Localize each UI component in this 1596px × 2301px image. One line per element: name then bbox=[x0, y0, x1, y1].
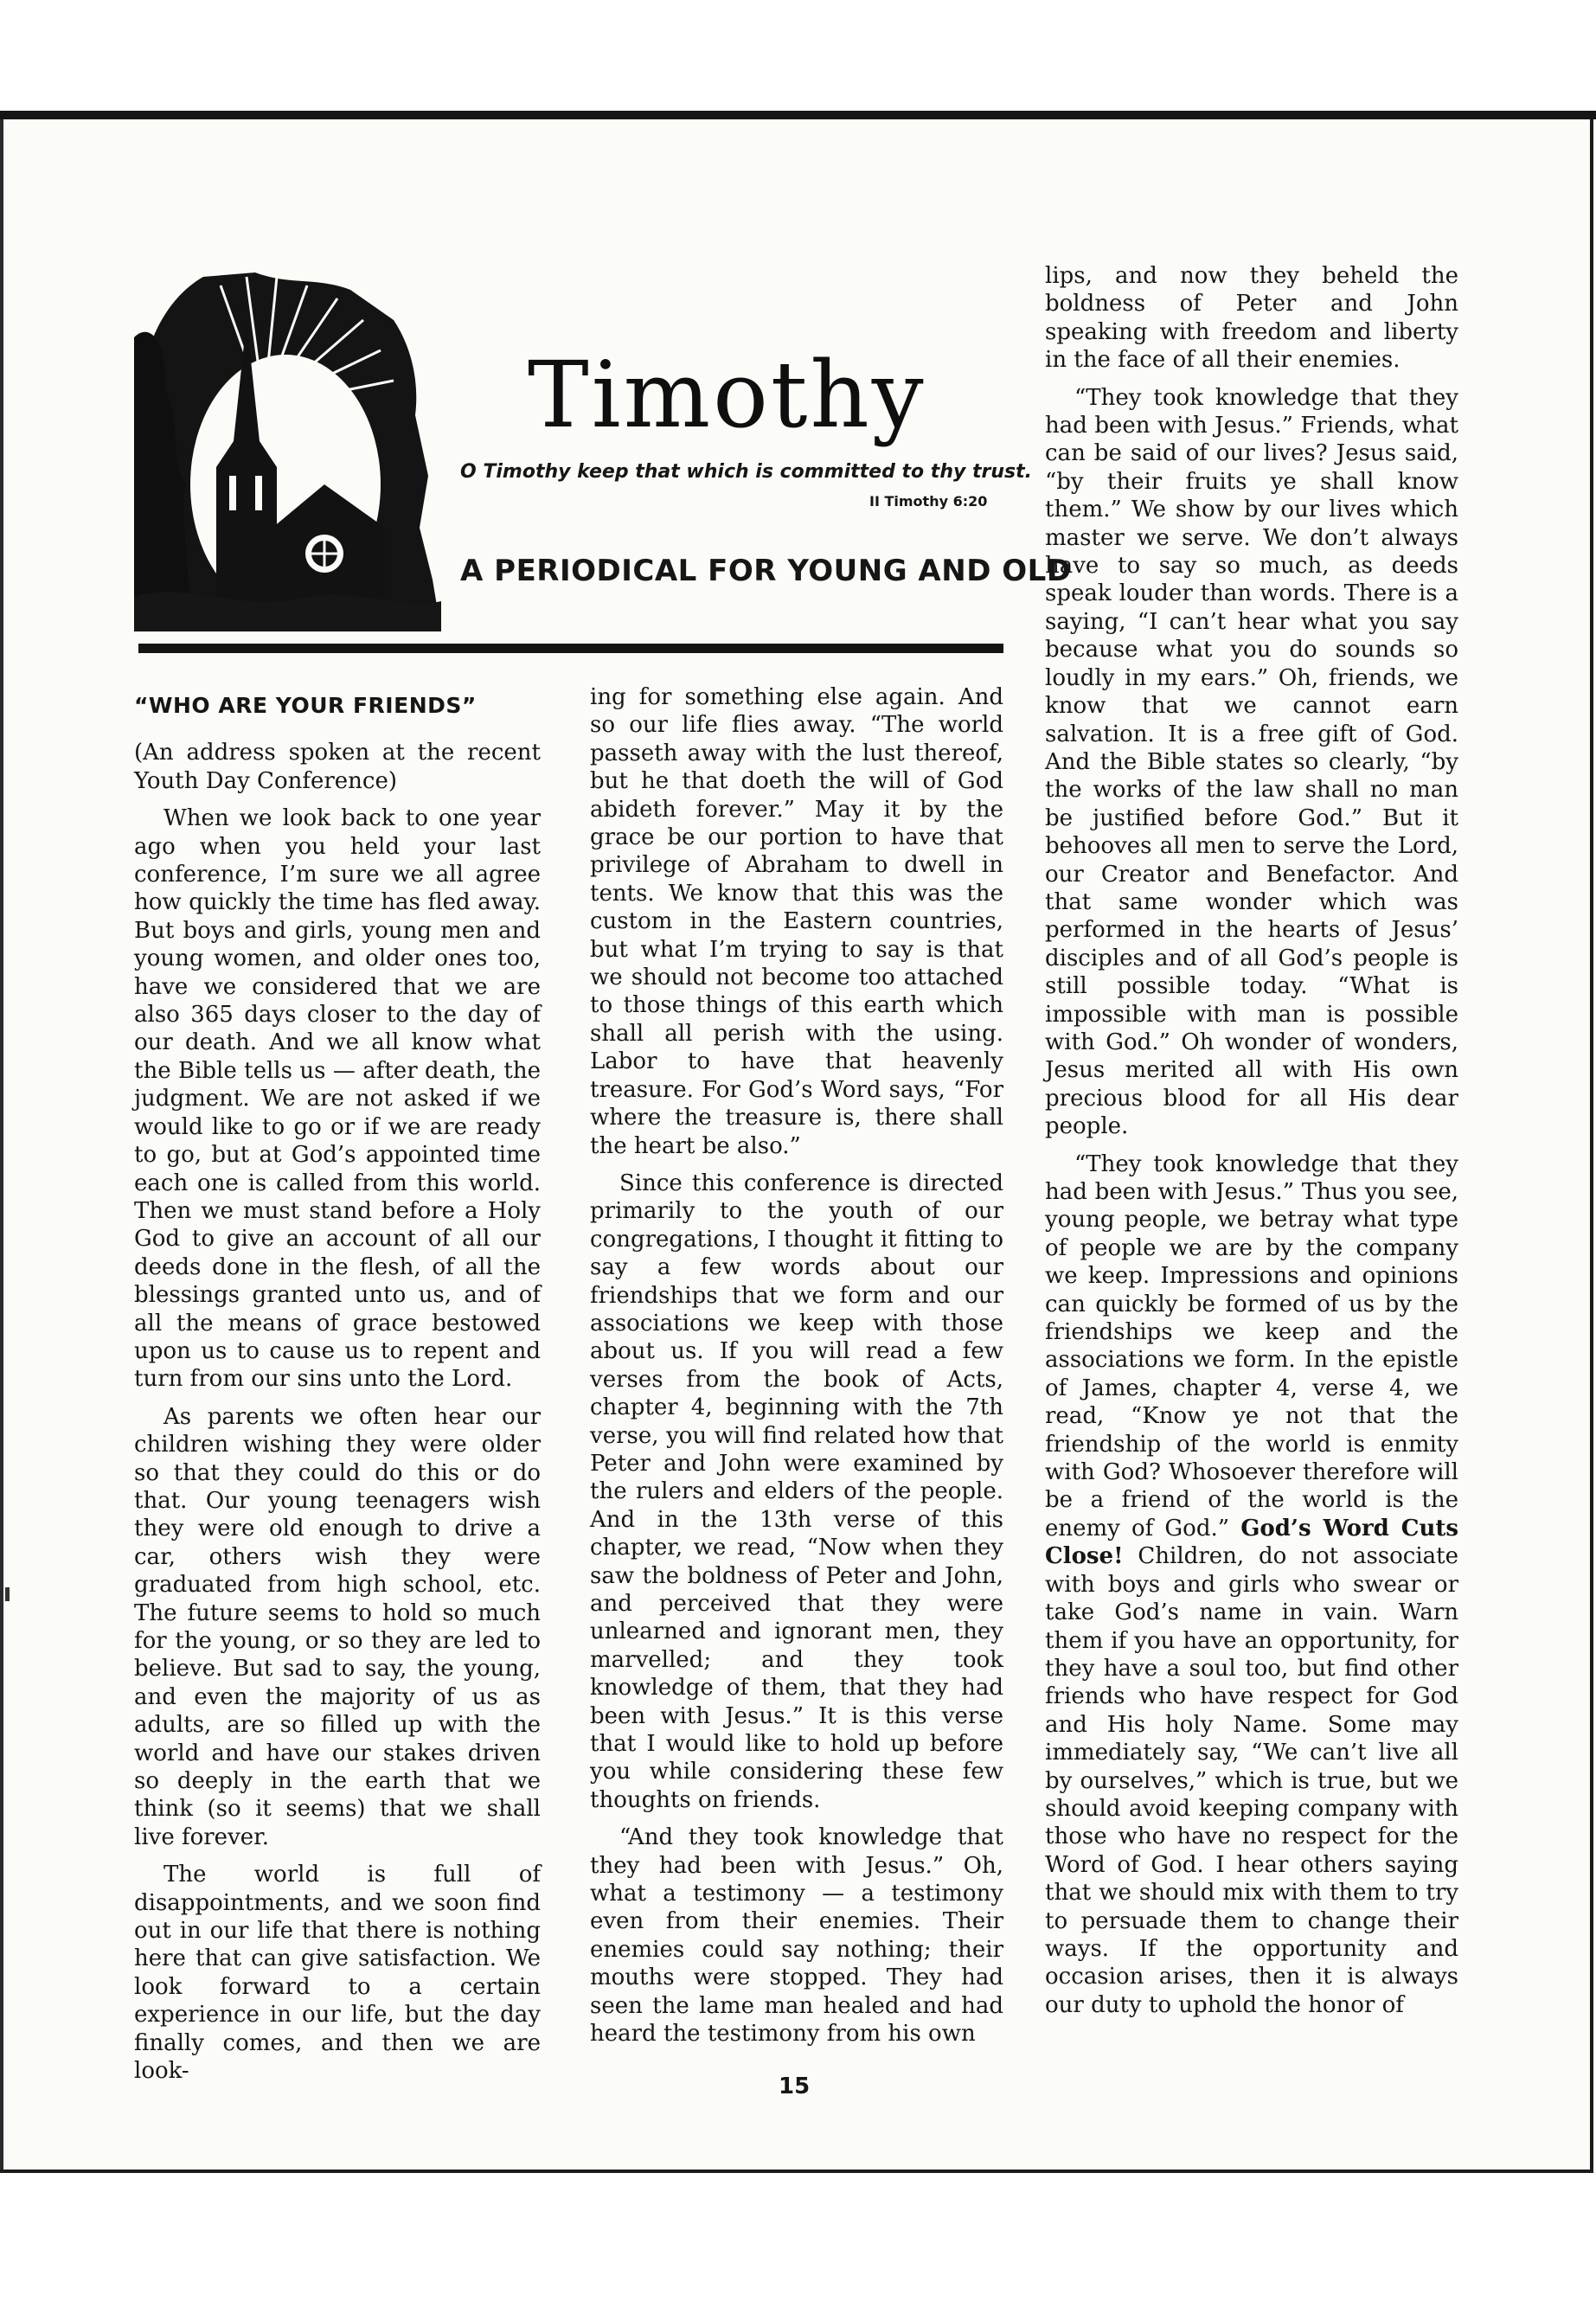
article-note: (An address spoken at the recent Youth Day Conference) bbox=[134, 740, 541, 794]
article-paragraph: As parents we often hear our children wishing they were older so that they could do this or do that. Our young teenagers wish they were old enough to drive a car, others wish they were graduated from high school, etc. The future seems to hold so much for the young, or so they are led to believe. But sad to say, the young, and even the majority of us as adults, are so filled up with the world and have our stakes driven so deeply in the earth that we think (so it seems) that we shall live forever. bbox=[134, 1403, 541, 1850]
article-paragraph: “And they took knowledge that they had been with Jesus.” Oh, what a testimony — a testimony even from their enemies. Their enemies could say nothing; their mouths were stopped. They had seen the lame man healed and had heard the testimony from his own bbox=[590, 1824, 1003, 2048]
article-paragraph: Since this conference is directed primarily to the youth of our congregations, I thought it fitting to say a few words about our friendships that we form and our associations we keep with those about us. If you will read a few verses from the book of Acts, chapter 4, beginning with the 7th verse, you will find related how that Peter and John were examined by the rulers and elders of the people. And in the 13th verse of this chapter, we read, “Now when they saw the boldness of Peter and John, and perceived that they were unlearned and ignorant men, they marvelled; and they took knowledge of them, that they had been with Jesus.” It is this verse that I would like to hold up before you while considering these few thoughts on friends. bbox=[590, 1170, 1003, 1813]
scan-left-edge bbox=[0, 119, 3, 2170]
scan-top-edge bbox=[0, 111, 1596, 119]
emphasis-text: God’s Word Cuts Close! bbox=[1045, 1515, 1458, 1570]
scan-mark bbox=[5, 1587, 10, 1601]
article-paragraph bbox=[1045, 1150, 1458, 2020]
article-text: “They took knowledge that they had been with Jesus.” Thus you see, young people, we betray what type of people we are by the company we keep. Impressions and opinions can quickly be formed of us by the friendships we keep and the associations we form. In the epistle of James, chapter 4, verse 4, we read, “Know ye not that the friendship of the world is enmity with God? Whosoever therefore will be a friend of the world is the enemy of God.” bbox=[1045, 1150, 1458, 1541]
masthead-title: Timothy bbox=[528, 342, 926, 448]
masthead-subtitle: A PERIODICAL FOR YOUNG AND OLD bbox=[460, 554, 1072, 588]
article-paragraph: “They took knowledge that they had been with Jesus.” Friends, what can be said of our lives? Jesus said, “by their fruits ye shall know them.” We show by our lives which master we serve. We don’t always have to say so much, as deeds speak louder than words. There is a saying, “I can’t hear what you say because what you do sounds so loudly in my ears.” Oh, friends, we know that we cannot earn salvation. It is a free gift of God. And the Bible states so clearly, “by the works of the law shall no man be justified before God.” But it behooves all men to serve the Lord, our Creator and Benefactor. And that same wonder which was performed in the hearts of Jesus’ disciples and of all God’s people is still possible today. “What is impossible with man is possible with God.” Oh wonder of wonders, Jesus merited all with His own precious blood for all His dear people. bbox=[1045, 384, 1458, 1140]
masthead-rule bbox=[138, 644, 1003, 653]
article-heading: “WHO ARE YOUR FRIENDS” bbox=[134, 693, 477, 718]
article-column-3 bbox=[1045, 262, 1458, 2029]
article-column-1 bbox=[134, 692, 541, 2095]
article-paragraph: When we look back to one year ago when you held your last conference, I’m sure we all agree how quickly the time has fled away. But boys and girls, young men and young women, and older ones too, have we considered that we are also 365 days closer to the day of our death. And we all know what the Bible tells us — after death, the judgment. We are not asked if we would like to go or if we are ready to go, but at God’s appointed time each one is called from this world. Then we must stand before a Holy God to give an account of all our deeds done in the flesh, of all the blessings granted unto us, and of all the means of grace bestowed upon us to cause us to repent and turn from our sins unto the Lord. bbox=[134, 805, 541, 1393]
church-woodcut-illustration bbox=[134, 268, 441, 631]
page-number: 15 bbox=[779, 2073, 811, 2099]
article-column-2 bbox=[590, 683, 1003, 2058]
article-text: Children, do not associate with boys and girls who swear or take God’s name in vain. Warn them if you have an opportunity, for they have a soul too, but find other friends who have respect for God and His holy Name. Some may immediately say, “We can’t live all by ourselves,” which is true, but we should avoid keeping company with those who have no respect for the Word of God. I hear others saying that we should mix with them to try to persuade them to change their ways. If the opportunity and occasion arises, then it is always our duty to uphold the honor of bbox=[1045, 1543, 1458, 2018]
article-paragraph: lips, and now they beheld the boldness of Peter and John speaking with freedom and liberty in the face of all their enemies. bbox=[1045, 263, 1458, 374]
article-paragraph: ing for something else again. And so our life flies away. “The world passeth away with the lust thereof, but he that doeth the will of God abideth forever.” May it by the grace be our portion to have that privilege of Abraham to dwell in tents. We know that this was the custom in the Eastern countries, but what I’m trying to say is that we should not become too attached to those things of this earth which shall all perish with the using. Labor to have that heavenly treasure. For God’s Word says, “For where the treasure is, there shall the heart be also.” bbox=[590, 684, 1003, 1159]
article-paragraph: The world is full of disappointments, and we soon find out in our life that there is nothing here that can give satisfaction. We look forward to a certain experience in our life, but the day finally comes, and then we are look- bbox=[134, 1862, 541, 2085]
masthead-motto: O Timothy keep that which is committed to thy trust. bbox=[460, 461, 1032, 483]
scripture-reference: II Timothy 6:20 bbox=[869, 493, 988, 510]
